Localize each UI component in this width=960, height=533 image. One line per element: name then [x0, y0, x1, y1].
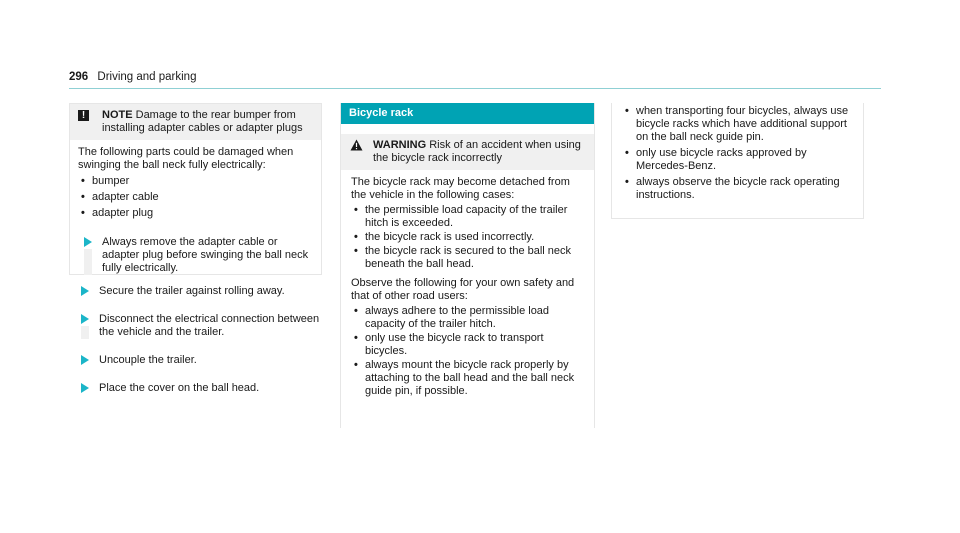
list-item: • bumper	[78, 175, 313, 188]
note-header	[70, 104, 321, 140]
warning-body	[341, 170, 594, 404]
cases-list	[351, 204, 584, 271]
action-bar	[84, 249, 92, 275]
list-item: • always adhere to the permissible load capacity of the trailer hitch.	[351, 305, 584, 331]
warning-icon	[350, 139, 363, 151]
note-action-text: Always remove the adapter cable or adapter plug before swinging the ball neck fully electrically.	[102, 236, 309, 274]
observe-text: Observe the following for your own safety and that of other road users:	[351, 277, 575, 302]
list-item: • the permissible load capacity of the trailer hitch is exceeded.	[351, 204, 584, 230]
warning-header	[341, 134, 594, 170]
note-box	[69, 103, 322, 275]
page-header	[69, 71, 196, 83]
rules-list	[351, 305, 584, 398]
arrow-icon	[81, 314, 89, 324]
warning-label: WARNING	[373, 139, 427, 151]
bicycle-rack-continued	[611, 103, 864, 219]
arrow-icon	[84, 237, 92, 247]
step-text: Place the cover on the ball head.	[99, 382, 260, 394]
rules-list-continued	[622, 105, 853, 202]
list-item: • the bicycle rack is secured to the ball neck beneath the ball head.	[351, 245, 584, 271]
arrow-icon	[81, 286, 89, 296]
step-item	[75, 313, 322, 339]
arrow-icon	[81, 383, 89, 393]
list-item: • the bicycle rack is used incorrectly.	[351, 231, 584, 244]
note-body	[70, 140, 321, 281]
section-title: Bicycle rack	[341, 103, 594, 124]
warning-text: Risk of an accident when using the bicycle rack incorrectly	[373, 139, 581, 164]
step-text: Secure the trailer against rolling away.	[99, 285, 285, 297]
list-item: • when transporting four bicycles, always use bicycle racks which have additional support on the ball neck guide pin.	[622, 105, 853, 144]
note-intro: The following parts could be damaged when swinging the ball neck fully electrically:	[78, 146, 294, 171]
bicycle-rack-section	[340, 103, 595, 428]
step-item	[75, 382, 322, 395]
step-text: Uncouple the trailer.	[99, 354, 197, 366]
arrow-icon	[81, 355, 89, 365]
exclamation-icon: !	[78, 110, 89, 121]
step-list	[75, 285, 322, 410]
note-label: NOTE	[102, 109, 133, 121]
note-title: Damage to the rear bumper from installing adapter cables or adapter plugs	[102, 109, 303, 134]
page-number: 296	[69, 71, 89, 83]
warning-intro: The bicycle rack may become detached from the vehicle in the following cases:	[351, 176, 570, 201]
list-item: • only use the bicycle rack to transport bicycles.	[351, 332, 584, 358]
note-action	[78, 236, 313, 275]
page-section-title: Driving and parking	[97, 71, 197, 83]
list-item: • adapter plug	[78, 207, 313, 220]
list-item: • adapter cable	[78, 191, 313, 204]
step-text: Disconnect the electrical connection between the vehicle and the trailer.	[99, 313, 320, 338]
header-rule	[69, 88, 881, 89]
list-item: • always observe the bicycle rack operating instructions.	[622, 176, 853, 202]
note-parts-list	[78, 175, 313, 220]
action-bar	[81, 326, 89, 339]
list-item: • only use bicycle racks approved by Mercedes-Benz.	[622, 147, 853, 173]
step-item	[75, 285, 322, 298]
list-item: • always mount the bicycle rack properly by attaching to the ball head and the ball neck guide pin, if possible.	[351, 359, 584, 398]
step-item	[75, 354, 322, 367]
